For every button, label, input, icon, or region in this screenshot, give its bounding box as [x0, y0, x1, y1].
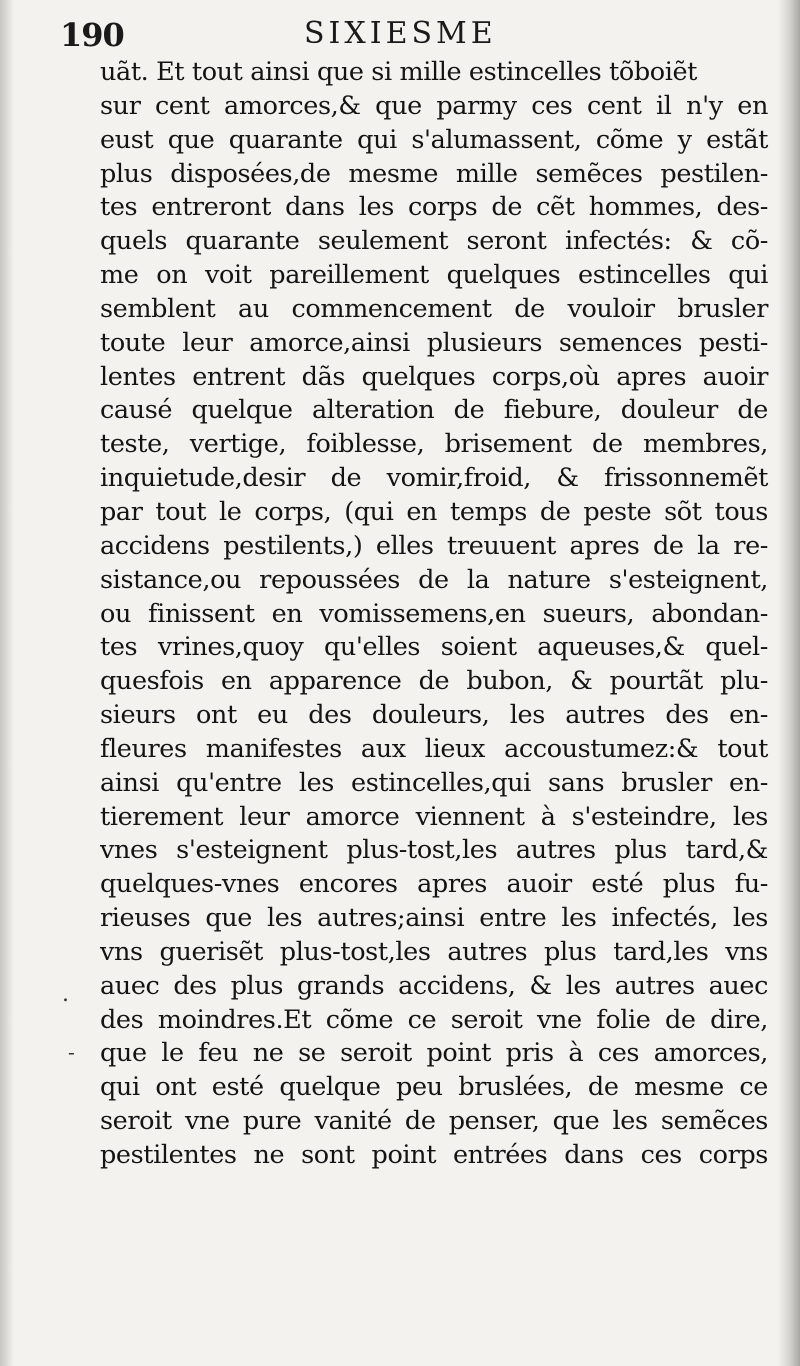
text-line: sieurs ont eu des douleurs, les autres des en-	[100, 700, 768, 731]
running-title: SIXIESME	[304, 16, 497, 51]
text-line: pestilentes ne sont point entrées dans ces corps	[100, 1140, 768, 1170]
text-line: semblent au commencement de vouloir brusler	[100, 293, 768, 324]
page-edge-shadow	[0, 0, 14, 1366]
text-line: quesfois en apparence de bubon, & pourtãt plu-	[100, 666, 768, 697]
text-line: par tout le corps, (qui en temps de peste sõt tous	[100, 496, 768, 527]
body-text	[100, 56, 768, 1173]
text-line: tes vrines,quoy qu'elles soient aqueuses,& quel-	[100, 632, 768, 663]
book-gutter	[778, 0, 800, 1366]
text-line: inquietude,desir de vomir,froid, & frissonnemẽt	[100, 463, 768, 494]
text-line: sur cent amorces,& que parmy ces cent il n'y en	[100, 90, 768, 121]
text-line: que le feu ne se seroit point pris à ces amorces,	[100, 1038, 768, 1069]
text-line: ainsi qu'entre les estincelles,qui sans brusler en-	[100, 767, 768, 798]
text-line: uãt. Et tout ainsi que si mille estincelles tõboiẽt	[100, 57, 698, 87]
text-line: rieuses que les autres;ainsi entre les infectés, les	[100, 903, 768, 934]
text-line: quelques-vnes encores apres auoir esté plus fu-	[100, 869, 768, 900]
text-line: eust que quarante qui s'alumassent, cõme y estãt	[100, 124, 768, 155]
text-line: teste, vertige, foiblesse, brisement de membres,	[100, 429, 768, 460]
text-line: accidens pestilents,) elles treuuent apres de la re-	[100, 530, 768, 561]
text-line: tes entreront dans les corps de cẽt hommes, des-	[100, 192, 768, 223]
ink-speck: .	[62, 982, 69, 1007]
text-line: me on voit pareillement quelques estincelles qui	[100, 260, 768, 291]
ink-speck: -	[68, 1040, 75, 1064]
text-line: ou finissent en vomissemens,en sueurs, abondan-	[100, 598, 768, 629]
text-line: vnes s'esteignent plus-tost,les autres plus tard,&	[100, 835, 768, 866]
text-line: seroit vne pure vanité de penser, que les semẽces	[100, 1106, 768, 1137]
text-line: qui ont esté quelque peu bruslées, de mesme ce	[100, 1072, 768, 1103]
text-line: toute leur amorce,ainsi plusieurs semences pesti-	[100, 327, 768, 358]
text-line: sistance,ou repoussées de la nature s'esteignent,	[100, 564, 768, 595]
text-line: des moindres.Et cõme ce seroit vne folie de dire,	[100, 1004, 768, 1035]
page-header	[60, 12, 760, 52]
text-line: auec des plus grands accidens, & les autres auec	[100, 970, 768, 1001]
text-line: plus disposées,de mesme mille semẽces pestilen-	[100, 158, 768, 189]
text-line: causé quelque alteration de fiebure, douleur de	[100, 395, 768, 426]
text-line: fleures manifestes aux lieux accoustumez:& tout	[100, 733, 768, 764]
text-line: tierement leur amorce viennent à s'esteindre, les	[100, 801, 768, 832]
page-number: 190	[60, 16, 124, 54]
text-line: lentes entrent dãs quelques corps,où apres auoir	[100, 361, 768, 392]
text-line: vns guerisẽt plus-tost,les autres plus tard,les vns	[100, 936, 768, 967]
text-line: quels quarante seulement seront infectés: & cõ-	[100, 226, 768, 257]
